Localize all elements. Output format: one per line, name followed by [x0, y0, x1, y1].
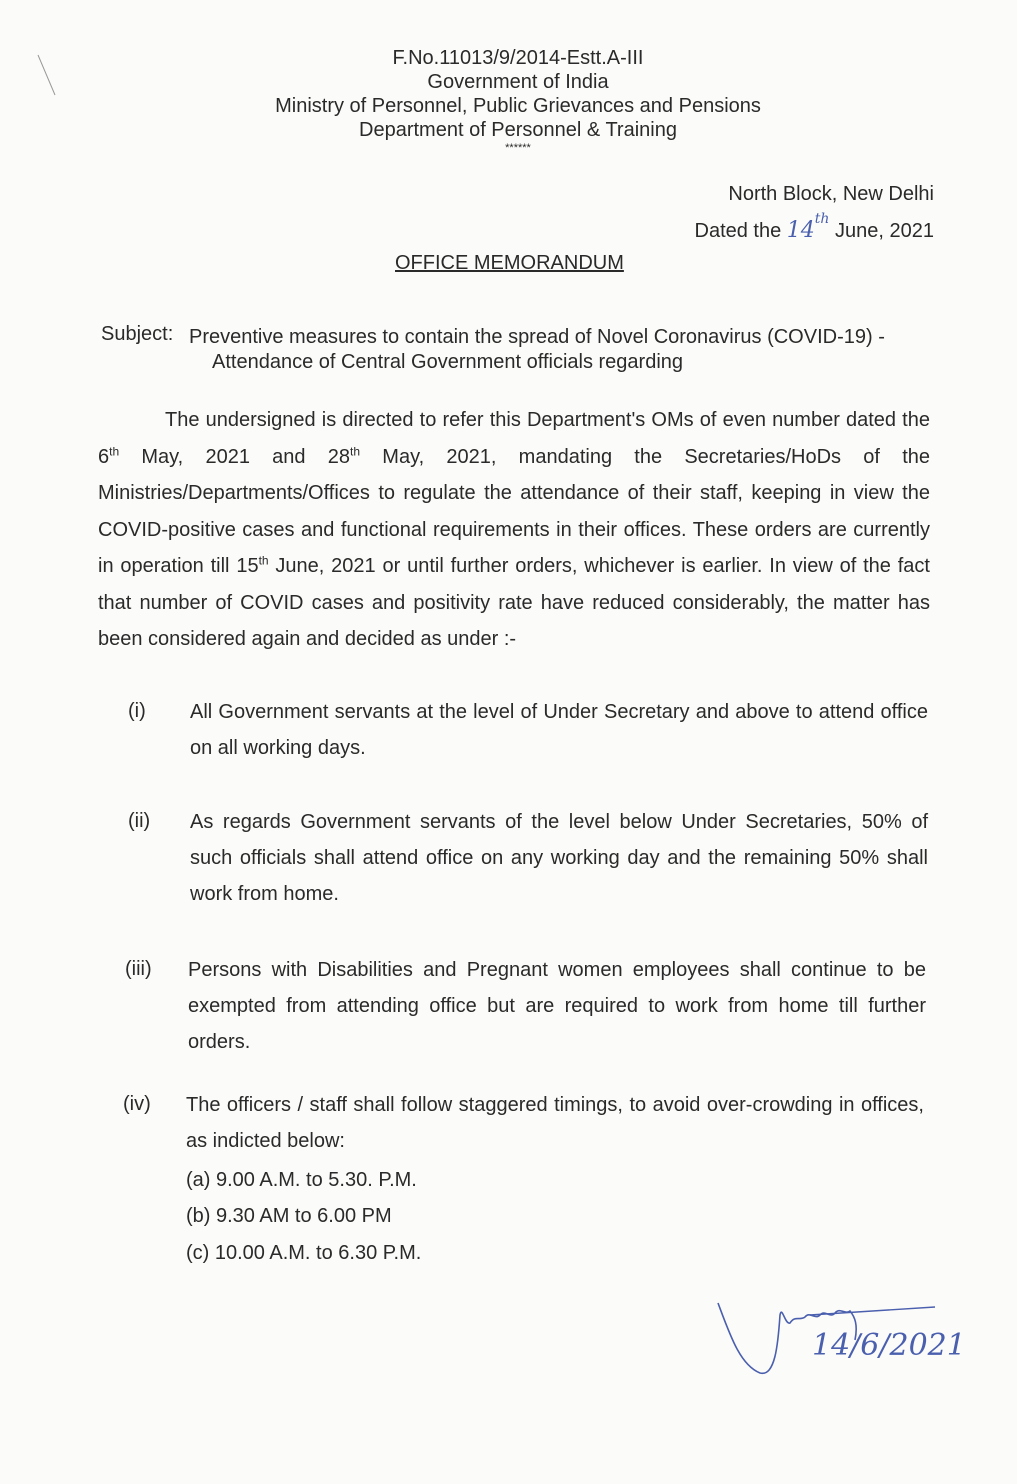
- timing-c: (c) 10.00 A.M. to 6.30 P.M.: [186, 1242, 422, 1264]
- government-name: Government of India: [427, 71, 609, 93]
- signature-date: 14/6/2021: [812, 1328, 966, 1363]
- timing-a: (a) 9.00 A.M. to 5.30. P.M.: [186, 1169, 417, 1191]
- document-title: OFFICE MEMORANDUM: [395, 252, 624, 274]
- handwritten-day: 14: [786, 218, 815, 243]
- handwritten-day-suffix: th: [814, 211, 830, 228]
- body-paragraph: The undersigned is directed to refer this Department's OMs of even number dated the 6th May, 2021 and 28th May, 2021, mandating the Secretaries/HoDs of the Ministries/Departments/Offices to regulate the attendance of their staff, keeping in view the COVID-positive cases and functional requirements in their offices. These orders are currently in operation till 15th June, 2021 or until further orders, whichever is earlier. In view of the fact that number of COVID cases and positivity rate have reduced considerably, the matter has been considered again and decided as under :-: [98, 409, 930, 650]
- date-prefix: Dated the: [694, 220, 782, 242]
- file-number: F.No.11013/9/2014-Estt.A-III: [392, 47, 644, 69]
- subject-label: Subject:: [101, 323, 174, 345]
- timing-b: (b) 9.30 AM to 6.00 PM: [186, 1205, 392, 1227]
- subject-line-1: Preventive measures to contain the spread of Novel Coronavirus (COVID-19) -: [189, 326, 885, 348]
- date-rest: June, 2021: [835, 220, 934, 242]
- department-name: Department of Personnel & Training: [359, 119, 677, 141]
- date-line: [694, 211, 935, 243]
- subject-line-2: Attendance of Central Government officials regarding: [212, 351, 684, 373]
- place: North Block, New Delhi: [728, 183, 934, 205]
- ministry-name: Ministry of Personnel, Public Grievances and Pensions: [275, 95, 761, 117]
- separator-stars: ******: [505, 142, 531, 154]
